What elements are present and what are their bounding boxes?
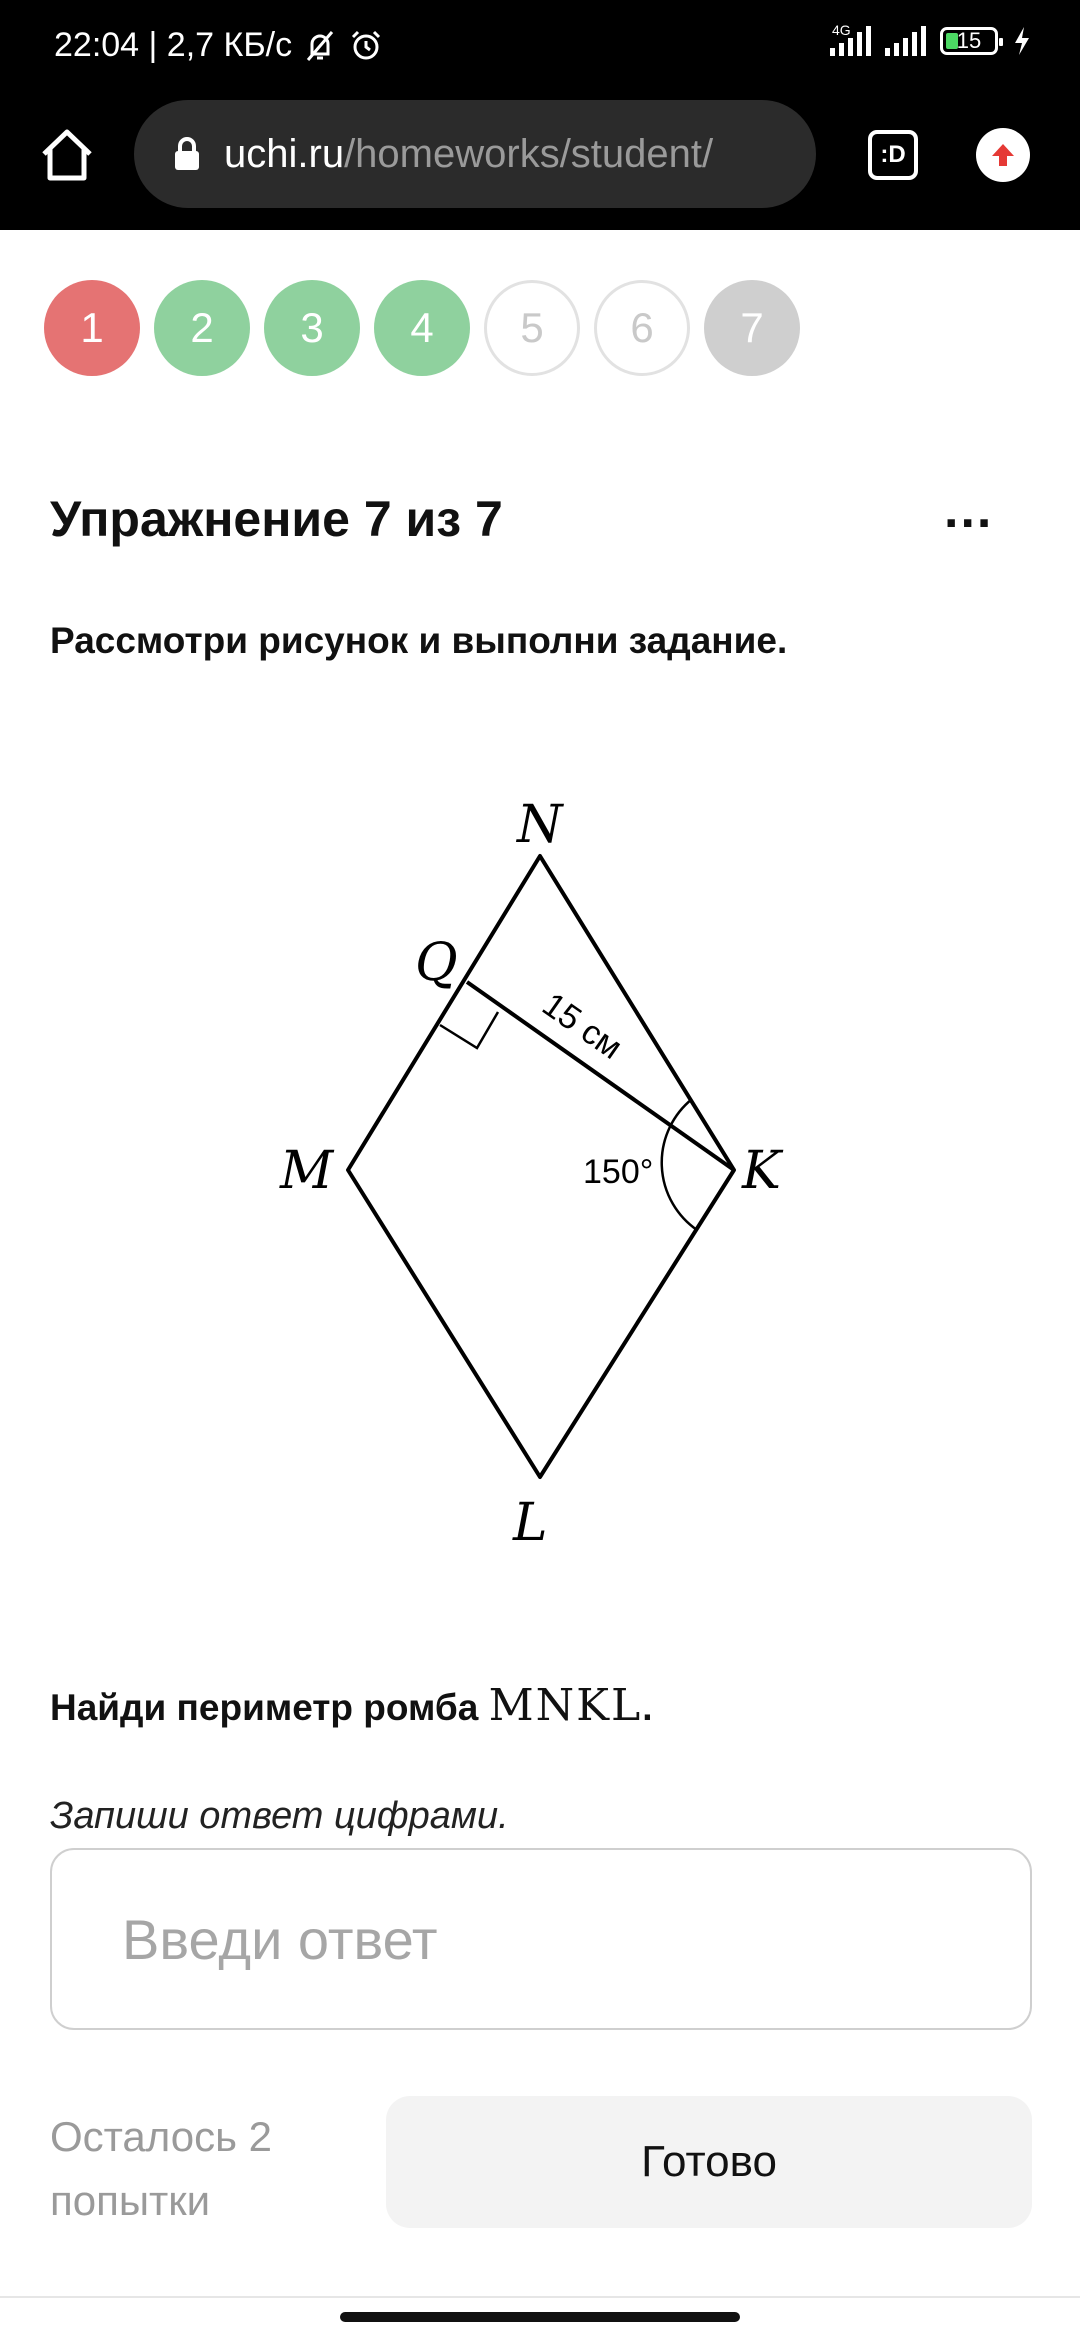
status-bar [0, 0, 1080, 96]
question-end: . [642, 1687, 653, 1728]
status-right [830, 22, 1032, 56]
answer-hint: Запиши ответ цифрами. [50, 1795, 509, 1837]
status-time-speed: 22:04 | 2,7 КБ/с [54, 26, 293, 64]
tab-switch-label: :D [880, 141, 906, 168]
segment-length-label: 15 см [535, 985, 629, 1067]
angle-value-label: 150° [583, 1153, 654, 1191]
url-text[interactable] [224, 132, 713, 177]
alarm-icon [348, 28, 384, 64]
gesture-home-bar[interactable] [340, 2312, 740, 2322]
answer-input[interactable] [50, 1848, 1032, 2030]
question-text [50, 1680, 653, 1731]
height-segment [467, 982, 734, 1170]
progress-step-5[interactable]: 5 [484, 280, 580, 376]
progress-step-6[interactable]: 6 [594, 280, 690, 376]
progress-step-2[interactable]: 2 [154, 280, 250, 376]
tab-switch-icon[interactable] [868, 130, 918, 180]
home-icon[interactable] [36, 124, 98, 186]
submit-button[interactable]: Готово [386, 2096, 1032, 2228]
signal-icon [830, 22, 871, 56]
url-path: /homeworks/student/ [344, 131, 714, 176]
vertex-label-q: Q [415, 933, 458, 993]
battery-icon [940, 27, 998, 55]
attempts-remaining: Осталось 2 попытки [50, 2113, 273, 2224]
update-icon[interactable] [976, 128, 1030, 182]
vertex-label-k: K [742, 1141, 781, 1201]
battery-level: 15 [956, 28, 982, 53]
lock-icon [172, 136, 202, 172]
rhombus-figure [260, 780, 820, 1560]
status-left [54, 26, 384, 65]
right-angle-mark [440, 1012, 498, 1048]
more-options-button[interactable]: ... [944, 481, 994, 539]
vertex-label-l: L [513, 1493, 548, 1553]
rhombus-shape [348, 856, 734, 1477]
vertex-label-m: M [280, 1141, 334, 1201]
angle-arc [662, 1099, 697, 1230]
signal-icon [885, 26, 926, 56]
exercise-title: Упражнение 7 из 7 [50, 491, 503, 547]
question-math: MNKL [488, 1680, 643, 1731]
address-bar[interactable] [134, 100, 816, 208]
url-host: uchi.ru [224, 131, 345, 176]
charging-icon [1012, 26, 1032, 56]
exercise-progress [44, 280, 800, 376]
browser-toolbar [0, 96, 1080, 230]
progress-step-7[interactable]: 7 [704, 280, 800, 376]
question-main: Найди периметр ромба [50, 1687, 489, 1728]
divider [0, 2296, 1080, 2298]
vertex-label-n: N [517, 795, 563, 855]
network-type: 4G [832, 22, 851, 38]
mute-bell-icon [302, 28, 338, 64]
progress-step-1[interactable]: 1 [44, 280, 140, 376]
task-instruction: Рассмотри рисунок и выполни задание. [50, 620, 788, 661]
progress-step-4[interactable]: 4 [374, 280, 470, 376]
progress-step-3[interactable]: 3 [264, 280, 360, 376]
